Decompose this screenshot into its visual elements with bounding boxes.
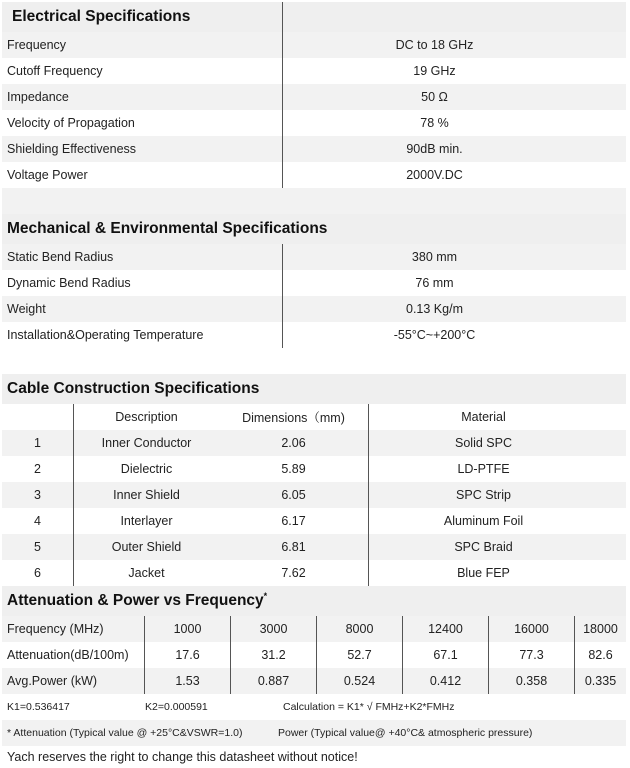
- spec-label: Dynamic Bend Radius: [2, 270, 283, 296]
- table-row: [2, 508, 626, 534]
- spec-label: Installation&Operating Temperature: [2, 322, 283, 348]
- cell: 3: [2, 482, 74, 508]
- spec-value: -55°C~+200°C: [393, 328, 476, 342]
- spec-label: Static Bend Radius: [2, 244, 283, 270]
- spec-value: 2000V.DC: [406, 168, 463, 182]
- cell: SPC Strip: [456, 488, 511, 502]
- row-label: Avg.Power (kW): [2, 668, 145, 694]
- row-label: Frequency (MHz): [2, 616, 145, 642]
- spec-label: Shielding Effectiveness: [2, 136, 283, 162]
- spec-label: Cutoff Frequency: [2, 58, 283, 84]
- cell: 67.1: [403, 642, 489, 668]
- notes-row: [2, 720, 626, 746]
- table-row: [2, 482, 626, 508]
- spec-row: [2, 110, 626, 136]
- spec-value: 19 GHz: [413, 64, 456, 78]
- spec-value: DC to 18 GHz: [395, 38, 474, 52]
- electrical-table: [2, 32, 626, 188]
- electrical-title: Electrical Specifications: [12, 8, 191, 25]
- spec-row: [2, 58, 626, 84]
- row-label: Attenuation(dB/100m): [2, 642, 145, 668]
- cell: Solid SPC: [455, 436, 512, 450]
- cell: Inner Shield: [113, 488, 180, 502]
- spec-label: Frequency: [2, 32, 283, 58]
- cell: 12400: [403, 616, 489, 642]
- spec-row: [2, 322, 626, 348]
- cell: 17.6: [145, 642, 231, 668]
- cell: 0.335: [584, 674, 617, 688]
- spec-row: [2, 136, 626, 162]
- cell: Aluminum Foil: [443, 514, 524, 528]
- cell: 5: [2, 534, 74, 560]
- attenuation-note: * Attenuation (Typical value @ +25°C&VSWR=1.0): [7, 727, 243, 739]
- table-row: [2, 430, 626, 456]
- cell: 1.53: [145, 668, 231, 694]
- spec-value: 76 mm: [415, 276, 454, 290]
- construction-title: Cable Construction Specifications: [7, 380, 260, 397]
- formula-row: [2, 694, 626, 720]
- spec-row: [2, 244, 626, 270]
- mechanical-title: Mechanical & Environmental Specifications: [7, 220, 328, 237]
- cell: 1000: [145, 616, 231, 642]
- cell: 1: [2, 430, 74, 456]
- table-row: [2, 668, 626, 694]
- cell: 77.3: [489, 642, 575, 668]
- footer-disclaimer: Yach reserves the right to change this datasheet without notice!: [7, 750, 358, 764]
- attenuation-table: [2, 616, 626, 694]
- spec-row: [2, 162, 626, 188]
- cell: 7.62: [219, 560, 369, 586]
- cell: LD-PTFE: [457, 462, 510, 476]
- cell: 31.2: [231, 642, 317, 668]
- column-header: [2, 404, 74, 430]
- attenuation-title-mark: *: [263, 591, 268, 602]
- electrical-header: [2, 2, 626, 32]
- attenuation-title: [2, 591, 267, 610]
- cell: 5.89: [219, 456, 369, 482]
- cell: 6.17: [219, 508, 369, 534]
- cell: 16000: [489, 616, 575, 642]
- column-header: Material: [461, 410, 506, 424]
- section-gap: [2, 188, 626, 214]
- spec-value: 380 mm: [411, 250, 458, 264]
- cell: Outer Shield: [111, 540, 182, 554]
- table-row: [2, 616, 626, 642]
- calculation-formula: Calculation = K1* √ FMHz+K2*FMHz: [283, 701, 455, 713]
- spec-value: 78 %: [420, 116, 449, 130]
- mechanical-table: [2, 244, 626, 348]
- section-gap: [2, 348, 626, 374]
- table-row: [2, 534, 626, 560]
- column-header: Description: [115, 410, 178, 424]
- cell: 0.887: [231, 668, 317, 694]
- cell: Blue FEP: [457, 566, 510, 580]
- k1-constant: K1=0.536417: [7, 701, 70, 713]
- cell: 8000: [317, 616, 403, 642]
- spec-label: Impedance: [2, 84, 283, 110]
- spec-row: [2, 270, 626, 296]
- mechanical-header: [2, 214, 626, 244]
- cell: Jacket: [128, 566, 165, 580]
- spec-row: [2, 296, 626, 322]
- construction-header: [2, 374, 626, 404]
- table-row: [2, 642, 626, 668]
- cell: 2.06: [219, 430, 369, 456]
- cell: 52.7: [317, 642, 403, 668]
- spec-value: 90dB min.: [406, 142, 463, 156]
- construction-table: [2, 404, 626, 586]
- spec-label: Velocity of Propagation: [2, 110, 283, 136]
- cell: 2: [2, 456, 74, 482]
- cell: 82.6: [588, 648, 613, 662]
- table-header-row: [2, 404, 626, 430]
- spec-label: Weight: [2, 296, 283, 322]
- k2-constant: K2=0.000591: [145, 701, 208, 713]
- cell: 0.524: [317, 668, 403, 694]
- attenuation-header: [2, 586, 626, 616]
- power-note: Power (Typical value@ +40°C& atmospheric pressure): [278, 727, 533, 739]
- attenuation-title-text: Attenuation & Power vs Frequency: [7, 592, 264, 610]
- cell: 0.358: [489, 668, 575, 694]
- table-row: [2, 456, 626, 482]
- cell: 6.81: [219, 534, 369, 560]
- cell: Inner Conductor: [101, 436, 192, 450]
- spec-row: [2, 32, 626, 58]
- table-row: [2, 560, 626, 586]
- column-header: Dimensions（mm): [219, 404, 369, 430]
- cell: 6.05: [219, 482, 369, 508]
- cell: 0.412: [403, 668, 489, 694]
- spec-label: Voltage Power: [2, 162, 283, 188]
- datasheet: [2, 2, 626, 768]
- cell: 6: [2, 560, 74, 586]
- cell: 4: [2, 508, 74, 534]
- cell: Dielectric: [120, 462, 173, 476]
- spec-value: 0.13 Kg/m: [406, 302, 463, 316]
- cell: SPC Braid: [454, 540, 513, 554]
- cell: 18000: [583, 622, 618, 636]
- cell: 3000: [231, 616, 317, 642]
- spec-row: [2, 84, 626, 110]
- spec-value: 50 Ω: [421, 90, 448, 104]
- cell: Interlayer: [120, 514, 173, 528]
